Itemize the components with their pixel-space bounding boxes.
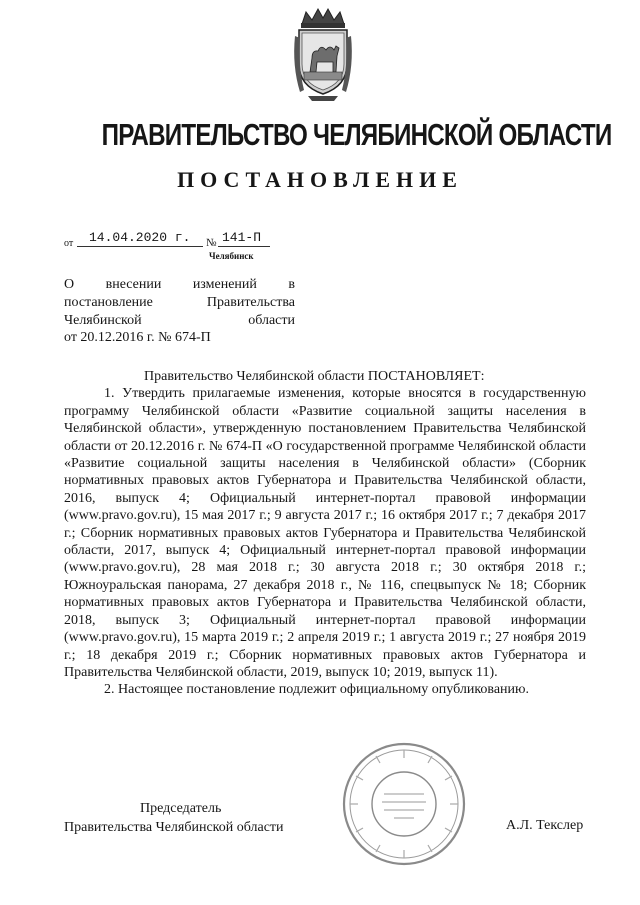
date-from-label: от xyxy=(64,238,74,249)
subject-line: от 20.12.2016 г. № 674-П xyxy=(64,330,211,346)
issue-city: Челябинск xyxy=(209,251,254,261)
subject-line: постановление Правительства xyxy=(64,294,295,310)
document-date: 14.04.2020 г. xyxy=(89,230,191,245)
document-subject xyxy=(64,276,295,347)
signatory-position-line: Председатель xyxy=(140,801,222,816)
signatory-name: А.Л. Текслер xyxy=(506,818,584,833)
date-underline xyxy=(77,246,203,247)
resolution-item-1: 1. Утвердить прилагаемые изменения, которые вносятся в государственную программу Челябинской области «Развитие социальной защиты населения в Челябинской области», утвержденную постановлением Правительства Челябинской области от 20.12.2016 г. № 674-П «О государственной программе Челябинской области «Развитие социальной защиты населения в Челябинской области» (Сборник нормативных правовых актов Губернатора и Правительства Челябинской области, 2016, выпуск 4; Официальный интернет-портал правовой информации (www.pravo.gov.ru), 15 мая 2017 г.; 9 августа 2017 г.; 16 октября 2017 г.; 7 декабря 2017 г.; Сборник нормативных правовых актов Губернатора и Правительства Челябинской области, 2017, выпуск 4; Официальный интернет-портал правовой информации (www.pravo.gov.ru), 28 мая 2018 г.; 30 августа 2018 г.; 30 октября 2018 г.; Южноуральская панорама, 27 декабря 2018 г., № 116, спецвыпуск № 18; Сборник нормативных правовых актов Губернатора и Правительства Челябинской области, 2018, выпуск 3; Официальный интернет-портал правовой информации (www.pravo.gov.ru), 15 марта 2019 г.; 2 апреля 2019 г.; 1 августа 2019 г.; 27 ноября 2019 г.; 18 декабря 2019 г.; Сборник нормативных правовых актов Губернатора и Правительства Челябинской области, 2019, выпуск 10; 2019, выпуск 11). xyxy=(64,386,586,680)
coat-of-arms-emblem xyxy=(290,6,356,102)
number-underline xyxy=(218,246,270,247)
number-label: № xyxy=(206,237,217,249)
resolution-item-2: 2. Настоящее постановление подлежит официальному опубликованию. xyxy=(104,682,529,698)
resolution-intro: Правительство Челябинской области ПОСТАНОВЛЯЕТ: xyxy=(144,369,485,384)
subject-line: О внесении изменений в xyxy=(64,277,295,292)
government-title: ПРАВИТЕЛЬСТВО ЧЕЛЯБИНСКОЙ ОБЛАСТИ xyxy=(101,117,612,152)
subject-line: Челябинской области xyxy=(64,312,295,328)
document-number: 141-П xyxy=(222,230,262,245)
document-body xyxy=(64,368,586,699)
official-seal-icon xyxy=(340,740,468,868)
signatory-position-line: Правительства Челябинской области xyxy=(64,820,284,835)
signatory-position xyxy=(64,799,324,837)
document-kind-title: ПОСТАНОВЛЕНИЕ xyxy=(177,167,463,192)
